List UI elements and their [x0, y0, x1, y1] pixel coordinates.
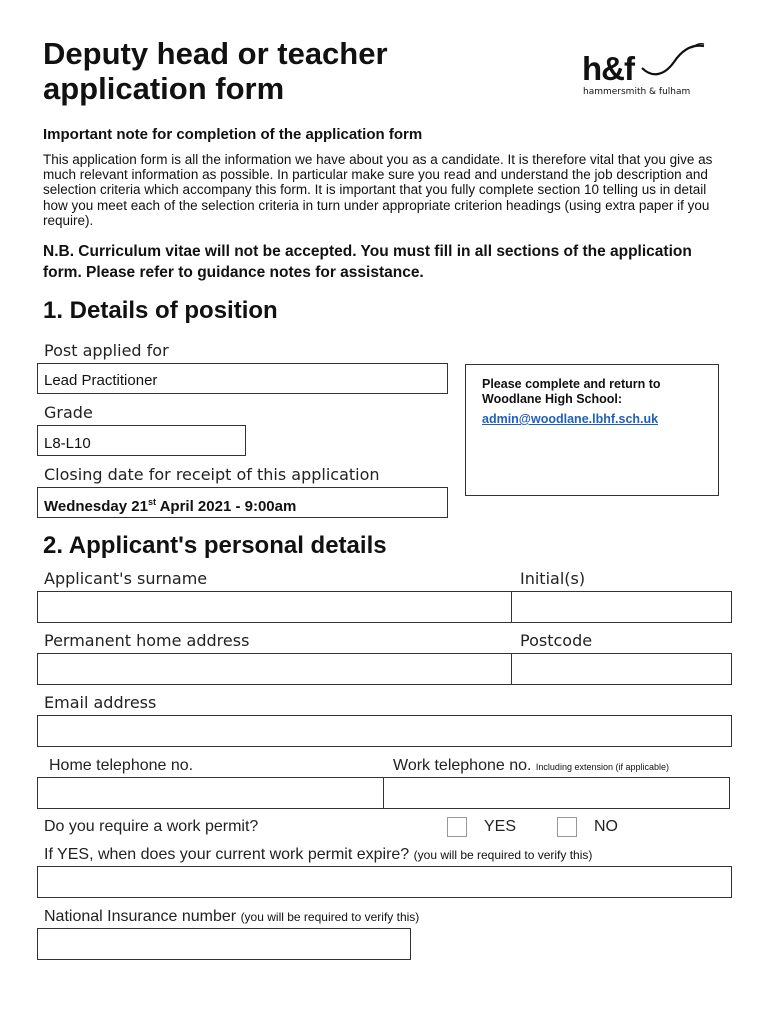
work-permit-yes-checkbox[interactable] [447, 817, 467, 837]
address-label: Permanent home address [44, 631, 250, 650]
section1-title: 1. Details of position [43, 297, 278, 324]
postcode-label: Postcode [520, 631, 593, 650]
section2-title: 2. Applicant's personal details [43, 532, 387, 559]
return-info-box [465, 364, 719, 496]
ni-number-input[interactable] [37, 928, 411, 960]
initials-label: Initial(s) [520, 569, 586, 588]
post-field[interactable] [37, 363, 448, 394]
hf-logo [578, 40, 708, 102]
email-input[interactable] [37, 715, 732, 747]
home-telephone-label: Home telephone no. [49, 757, 194, 774]
surname-label: Applicant's surname [44, 569, 208, 588]
yes-label: YES [484, 818, 517, 835]
no-label: NO [594, 818, 618, 835]
surname-input[interactable] [37, 591, 512, 623]
post-label: Post applied for [44, 341, 169, 360]
work-permit-question: Do you require a work permit? [44, 818, 259, 835]
swoosh-icon [638, 40, 708, 80]
work-permit-no-checkbox[interactable] [557, 817, 577, 837]
nb-notice: N.B. Curriculum vitae will not be accepted. You must fill in all sections of the application form. Please refer to guidance notes for assistance. [43, 243, 692, 281]
initials-input[interactable] [511, 591, 732, 623]
note-body: This application form is all the information we have about you as a candidate. It is therefore vital that you give as much relevant information as possible. In particular make sure you read and understand the job description and selection criteria which accompany this form. It is important that you fully complete section 10 telling us in detail how you meet each of the selection criteria in turn under appropriate criterion headings (using extra paper if you require). [43, 152, 713, 228]
return-note: Please complete and return to Woodlane High School: [482, 377, 661, 406]
work-telephone-input[interactable] [383, 777, 730, 809]
postcode-input[interactable] [511, 653, 732, 685]
grade-field[interactable] [37, 425, 246, 456]
closing-date-label: Closing date for receipt of this application [44, 465, 380, 484]
note-heading: Important note for completion of the application form [43, 126, 423, 143]
permit-expiry-input[interactable] [37, 866, 732, 898]
permit-expiry-label: If YES, when does your current work permit expire? (you will be required to verify this) [44, 846, 593, 863]
work-telephone-label: Work telephone no. Including extension (if applicable) [393, 757, 670, 774]
logo-text: h&f [582, 50, 634, 87]
address-input[interactable] [37, 653, 512, 685]
ni-number-label: National Insurance number (you will be required to verify this) [44, 908, 420, 925]
closing-date-field[interactable] [37, 487, 448, 518]
home-telephone-input[interactable] [37, 777, 384, 809]
email-label: Email address [44, 693, 157, 712]
return-email-link[interactable]: admin@woodlane.lbhf.sch.uk [482, 412, 659, 426]
logo-subtext: hammersmith & fulham [583, 87, 691, 97]
post-value: Lead Practitioner [44, 372, 158, 389]
closing-date-value: Wednesday 21st April 2021 - 9:00am [44, 497, 297, 515]
grade-value: L8-L10 [44, 435, 91, 452]
grade-label: Grade [44, 403, 93, 422]
page-title: Deputy head or teacher application form [43, 36, 388, 106]
